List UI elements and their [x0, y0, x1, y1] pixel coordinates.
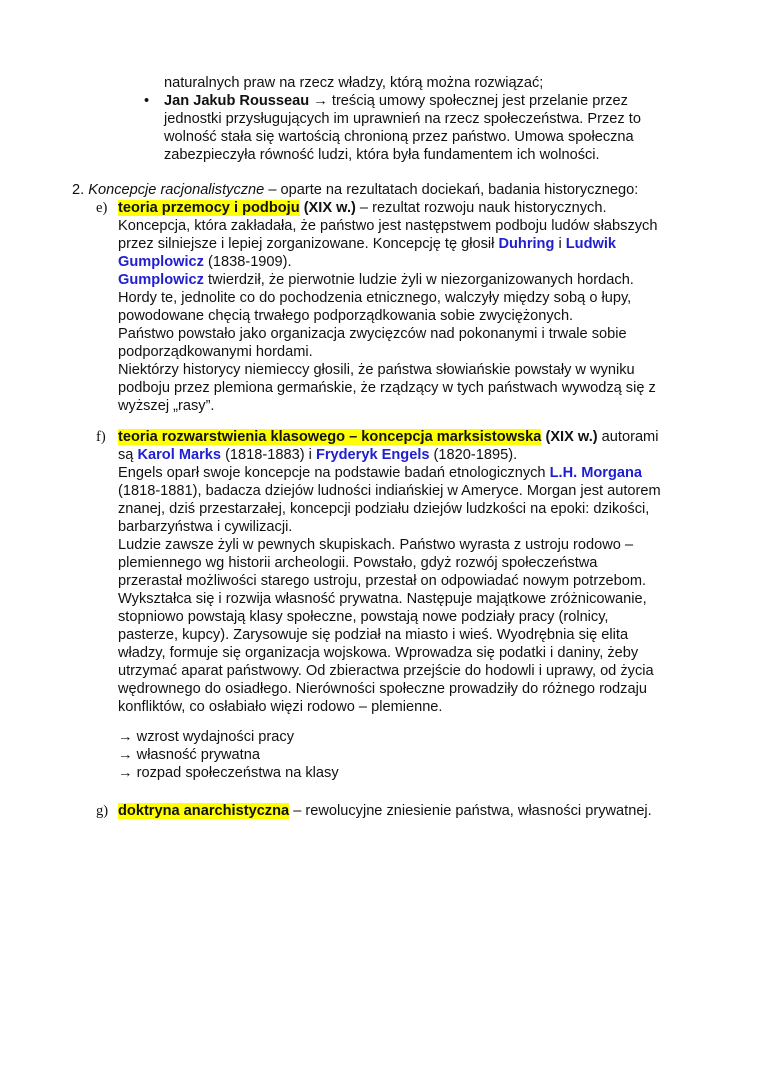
text: stopniowo powstają klasy społeczne, powstają nowe podziały pracy (rolnicy, [118, 609, 609, 625]
text: – rewolucyjne zniesienie państwa, własności prywatnej. [289, 803, 652, 819]
text-line [118, 361, 760, 379]
text: zabezpieczyła równość ludzi, która była fundamentem ich wolności. [164, 147, 600, 163]
highlighted-term: teoria rozwarstwienia klasowego – koncepcja marksistowska [118, 429, 542, 445]
bullet-icon: • [144, 93, 150, 109]
text-line [118, 482, 760, 500]
text: (1818-1883) i [221, 447, 316, 463]
text: → treścią umowy społecznej jest przelanie przez [309, 93, 628, 109]
text: pasterze, kupcy). Zarysowuje się podział na miasto i wieś. Wyodrębnia się elita [118, 627, 629, 643]
text-line [118, 271, 760, 289]
text-line [118, 518, 760, 536]
text: (1818-1881), badacza dziejów ludności indiańskiej w Ameryce. Morgan jest autorem [118, 483, 661, 499]
person-name: Fryderyk Engels [315, 447, 430, 463]
person-name: L.H. Morgana [549, 465, 643, 481]
text: wędrownego do osiadłego. Nierówności społeczne prowadziły do różnego rodzaju [118, 681, 647, 697]
text-line [118, 343, 760, 361]
text: Niektórzy historycy niemieccy głosili, że państwa słowiańskie powstały w wyniku [118, 362, 635, 378]
text-line [164, 110, 760, 128]
text: wolność stała się wartością chronioną przez państwo. Umowa społeczna [164, 129, 634, 145]
text-line [118, 802, 760, 820]
text-line [118, 199, 760, 217]
text-line [118, 464, 760, 482]
text: powodowane chęcią trwałego podporządkowania sobie zwyciężonych. [118, 308, 574, 324]
text-line [118, 289, 760, 307]
text: Hordy te, jednolite co do pochodzenia etnicznego, walczyły między sobą o łupy, [118, 290, 632, 306]
text: twierdził, że pierwotnie ludzie żyli w niezorganizowanych hordach. [203, 272, 634, 288]
text-line [164, 128, 760, 146]
italic-term: Koncepcje racjonalistyczne [88, 182, 265, 198]
text-line [118, 626, 760, 644]
text: barbarzyństwa i cywilizacji. [118, 519, 293, 535]
text: podporządkowanymi hordami. [118, 344, 313, 360]
bold-text: (XIX w.) [299, 200, 356, 216]
text-line [118, 217, 760, 235]
text: Koncepcja, która zakładała, że państwo jest następstwem podboju ludów słabszych [118, 218, 658, 234]
rousseau-prev-line [164, 74, 760, 92]
highlighted-term: teoria przemocy i podboju [118, 200, 300, 216]
text-line [118, 644, 760, 662]
text: Państwo powstało jako organizacja zwycięzców nad pokonanymi i trwale sobie [118, 326, 627, 342]
person-name: Duhring [498, 236, 555, 252]
text: podboju przez plemiona germańskie, że rządzący w tych państwach wywodzą się z [118, 380, 656, 396]
item-f-marker: f) [96, 429, 106, 445]
text: są [118, 447, 138, 463]
text-line [118, 764, 760, 782]
text-line [118, 536, 760, 554]
person-name: Gumplowicz [118, 254, 204, 270]
section-2-heading [72, 181, 760, 199]
text-line [118, 728, 760, 746]
text-line [118, 554, 760, 572]
text-line [164, 92, 760, 110]
item-f-arrow-list [118, 728, 760, 782]
text-line [118, 307, 760, 325]
rousseau-bullet-text [164, 92, 760, 164]
text: – oparte na rezultatach dociekań, badania historycznego: [264, 182, 639, 198]
text-line [118, 698, 760, 716]
item-g-marker: g) [96, 803, 109, 819]
text: → wzrost wydajności pracy [118, 729, 294, 745]
text: Engels oparł swoje koncepcje na podstawie badań etnologicznych [118, 465, 550, 481]
text: → rozpad społeczeństwa na klasy [118, 765, 339, 781]
item-e-text [118, 199, 760, 415]
text: Wykształca się i rozwija własność prywatna. Następuje majątkowe zróżnicowanie, [118, 591, 647, 607]
text: 2. [72, 182, 89, 198]
bold-text: (XIX w.) [541, 429, 598, 445]
text-line [118, 397, 760, 415]
text: jednostki przysługujących im uprawnień na rzecz społeczeństwa. Przez to [164, 111, 641, 127]
highlighted-term: doktryna anarchistyczna [118, 803, 290, 819]
text: znanej, dziś przestarzałej, koncepcji podziału dziejów ludzkości na epoki: dzikości, [118, 501, 650, 517]
text: (1820-1895). [429, 447, 518, 463]
bold-text: Jan Jakub Rousseau [164, 93, 310, 109]
text-line [118, 590, 760, 608]
text-line [118, 446, 760, 464]
text-line [118, 325, 760, 343]
text: przez silniejsze i lepiej zorganizowane. Koncepcję tę głosił [118, 236, 499, 252]
text-line [118, 680, 760, 698]
text-line [164, 146, 760, 164]
text-line [118, 572, 760, 590]
text-line [118, 428, 760, 446]
text-line [118, 500, 760, 518]
text: – rezultat rozwoju nauk historycznych. [355, 200, 607, 216]
item-e-marker: e) [96, 200, 108, 216]
text-line [118, 235, 760, 253]
text-line [72, 181, 760, 199]
person-name: Karol Marks [137, 447, 222, 463]
text: Ludzie zawsze żyli w pewnych skupiskach. Państwo wyrasta z ustroju rodowo – [118, 537, 634, 553]
person-name: Ludwik [565, 236, 617, 252]
text-line [118, 379, 760, 397]
item-f-text [118, 428, 760, 716]
item-g-text [118, 802, 760, 820]
text-line [118, 662, 760, 680]
text: naturalnych praw na rzecz władzy, którą można rozwiązać; [164, 75, 544, 91]
text: przerastał możliwości starego ustroju, przestał on odpowiadać nowym potrzebom. [118, 573, 647, 589]
text: autorami [597, 429, 659, 445]
text: konfliktów, co osłabiało więzi rodowo – plemienne. [118, 699, 443, 715]
text-line [118, 253, 760, 271]
text: plemiennego wg historii archeologii. Powstało, gdyż rozwój społeczeństwa [118, 555, 598, 571]
text: i [554, 236, 566, 252]
person-name: Gumplowicz [118, 272, 204, 288]
text: (1838-1909). [203, 254, 292, 270]
text: → własność prywatna [118, 747, 260, 763]
text: wyższej „rasy”. [118, 398, 215, 414]
text-line [118, 746, 760, 764]
text-line [118, 608, 760, 626]
text-line [164, 74, 760, 92]
text: utrzymać aparat państwowy. Od zbieractwa przejście do hodowli i uprawy, od życia [118, 663, 654, 679]
text: władzy, formuje się organizacja wojskowa. Wprowadza się podatki i daniny, żeby [118, 645, 639, 661]
